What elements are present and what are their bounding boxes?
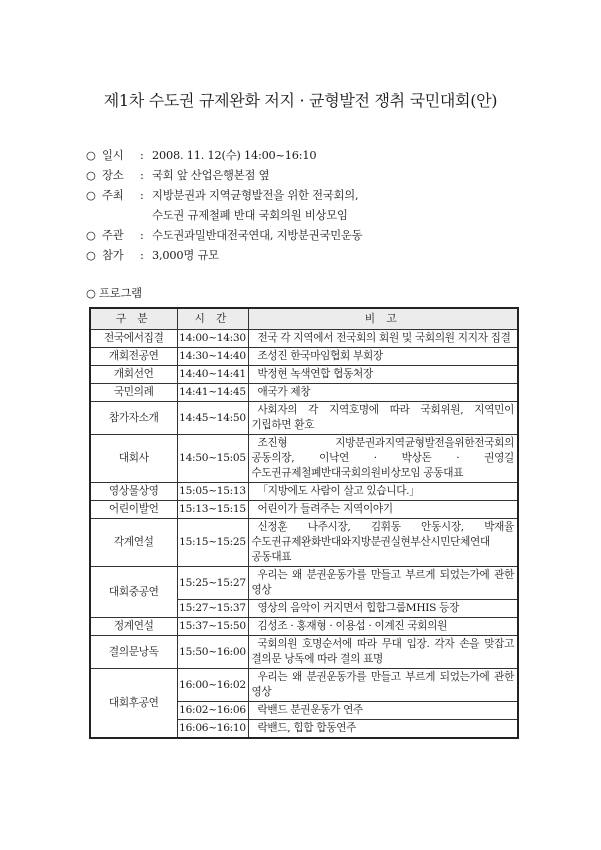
category-cell: 대회후공연: [90, 669, 177, 739]
info-value: 지방분권과 지역균형발전을 위한 전국회의,: [152, 189, 359, 202]
category-cell: 참가자소개: [90, 402, 177, 435]
info-colon: :: [140, 169, 144, 182]
time-cell: 14:30~14:40: [177, 348, 248, 366]
info-colon: :: [140, 149, 144, 162]
info-label: 일시: [102, 149, 124, 162]
note-cell: 락밴드, 힙합 합동연주: [248, 720, 518, 739]
info-row-host-cont: [86, 206, 546, 226]
category-cell: 개회선언: [90, 366, 177, 384]
time-cell: 15:05~15:13: [177, 483, 248, 501]
time-cell: 14:41~14:45: [177, 384, 248, 402]
time-cell: 15:27~15:37: [177, 600, 248, 618]
note-cell: 조성진 한국마임협회 부회장: [248, 348, 518, 366]
info-row-host: [86, 186, 546, 206]
time-cell: 14:00~14:30: [177, 330, 248, 348]
table-row: [90, 567, 518, 600]
info-label: 주최: [102, 189, 124, 202]
info-row-place: [86, 166, 546, 186]
circle-bullet-icon: ○: [86, 149, 96, 162]
info-colon: :: [140, 229, 144, 242]
info-label: 장소: [102, 169, 124, 182]
circle-bullet-icon: ○: [86, 249, 96, 262]
info-value: 수도권과밀반대전국연대, 지방분권국민운동: [152, 229, 363, 242]
info-colon: :: [140, 189, 144, 202]
note-cell: 김성조 · 홍재형 · 이용섭 · 이계진 국회의원: [248, 618, 518, 636]
info-value: 2008. 11. 12(수) 14:00~16:10: [152, 149, 317, 162]
info-label: 참가: [102, 249, 124, 262]
column-header: 구 분: [90, 308, 177, 330]
column-header: 비 고: [248, 308, 518, 330]
table-row: [90, 330, 518, 348]
category-cell: 국민의례: [90, 384, 177, 402]
time-cell: 16:02~16:06: [177, 702, 248, 720]
info-row-organizer: [86, 226, 546, 246]
info-colon: :: [140, 249, 144, 262]
note-cell: 애국가 제창: [248, 384, 518, 402]
circle-bullet-icon: ○: [86, 229, 96, 242]
info-value: 수도권 규제철폐 반대 국회의원 비상모임: [152, 209, 348, 222]
note-cell: 우리는 왜 분권운동가를 만들고 부르게 되었는가에 관한 영상: [248, 567, 518, 600]
category-cell: 대회중공연: [90, 567, 177, 618]
note-cell: 영상의 음악이 커지면서 힙합그룹MHIS 등장: [248, 600, 518, 618]
table-header-row: [90, 308, 518, 330]
time-cell: 15:15~15:25: [177, 519, 248, 567]
category-cell: 영상물상영: [90, 483, 177, 501]
note-cell: 국회의원 호명순서에 따라 무대 입장. 각자 손을 맞잡고 결의문 낭독에 따라 결의 표명: [248, 636, 518, 669]
note-cell: 전국 각 지역에서 전국회의 회원 및 국회의원 지지자 집결: [248, 330, 518, 348]
note-cell: 박정현 녹색연합 협동처장: [248, 366, 518, 384]
info-row-date: [86, 146, 546, 166]
table-row: [90, 669, 518, 702]
info-value: 국회 앞 산업은행본점 옆: [152, 169, 270, 182]
table-row: [90, 348, 518, 366]
note-cell: 조진형 지방분권과지역균형발전을위한전국회의 공동의장, 이낙연 · 박상돈 · 권영길 수도권규제철폐반대국회의원비상모임 공동대표: [248, 435, 518, 483]
document-title: 제1차 수도권 규제완화 저지 · 균형발전 쟁취 국민대회(안): [103, 91, 498, 110]
time-cell: 15:37~15:50: [177, 618, 248, 636]
table-row: [90, 636, 518, 669]
table-row: [90, 435, 518, 483]
category-cell: 각계연설: [90, 519, 177, 567]
category-cell: 정계연설: [90, 618, 177, 636]
category-cell: 결의문낭독: [90, 636, 177, 669]
category-cell: 어린이발언: [90, 501, 177, 519]
time-cell: 16:06~16:10: [177, 720, 248, 739]
time-cell: 14:50~15:05: [177, 435, 248, 483]
info-label: 주관: [102, 229, 124, 242]
time-cell: 14:45~14:50: [177, 402, 248, 435]
time-cell: 15:50~16:00: [177, 636, 248, 669]
category-cell: 대회사: [90, 435, 177, 483]
time-cell: 14:40~14:41: [177, 366, 248, 384]
note-cell: 사회자의 각 지역호명에 따라 국회위원, 지역민이 기립하면 환호: [248, 402, 518, 435]
info-value: 3,000명 규모: [152, 249, 219, 262]
circle-bullet-icon: ○: [86, 169, 96, 182]
event-info: [86, 146, 546, 266]
table-row: [90, 366, 518, 384]
table-row: [90, 618, 518, 636]
table-row: [90, 501, 518, 519]
time-cell: 15:25~15:27: [177, 567, 248, 600]
column-header: 시 간: [177, 308, 248, 330]
note-cell: 어린이가 들려주는 지역이야기: [248, 501, 518, 519]
time-cell: 16:00~16:02: [177, 669, 248, 702]
time-cell: 15:13~15:15: [177, 501, 248, 519]
program-table: [89, 307, 519, 739]
category-cell: 전국에서집결: [90, 330, 177, 348]
note-cell: 우리는 왜 분권운동가를 만들고 부르게 되었는가에 관한 영상: [248, 669, 518, 702]
note-cell: 신정훈 나주시장, 김휘동 안동시장, 박재율 수도권규제완화반대와지방분권실현부산시민단체연대 공동대표: [248, 519, 518, 567]
table-row: [90, 402, 518, 435]
circle-bullet-icon: ○: [86, 189, 96, 202]
note-cell: 락밴드 분권운동가 연주: [248, 702, 518, 720]
info-row-participants: [86, 246, 546, 266]
program-heading: ○ 프로그램: [86, 287, 142, 300]
table-row: [90, 483, 518, 501]
note-cell: 「지방에도 사람이 살고 있습니다.」: [248, 483, 518, 501]
category-cell: 개회전공연: [90, 348, 177, 366]
table-row: [90, 384, 518, 402]
table-row: [90, 519, 518, 567]
